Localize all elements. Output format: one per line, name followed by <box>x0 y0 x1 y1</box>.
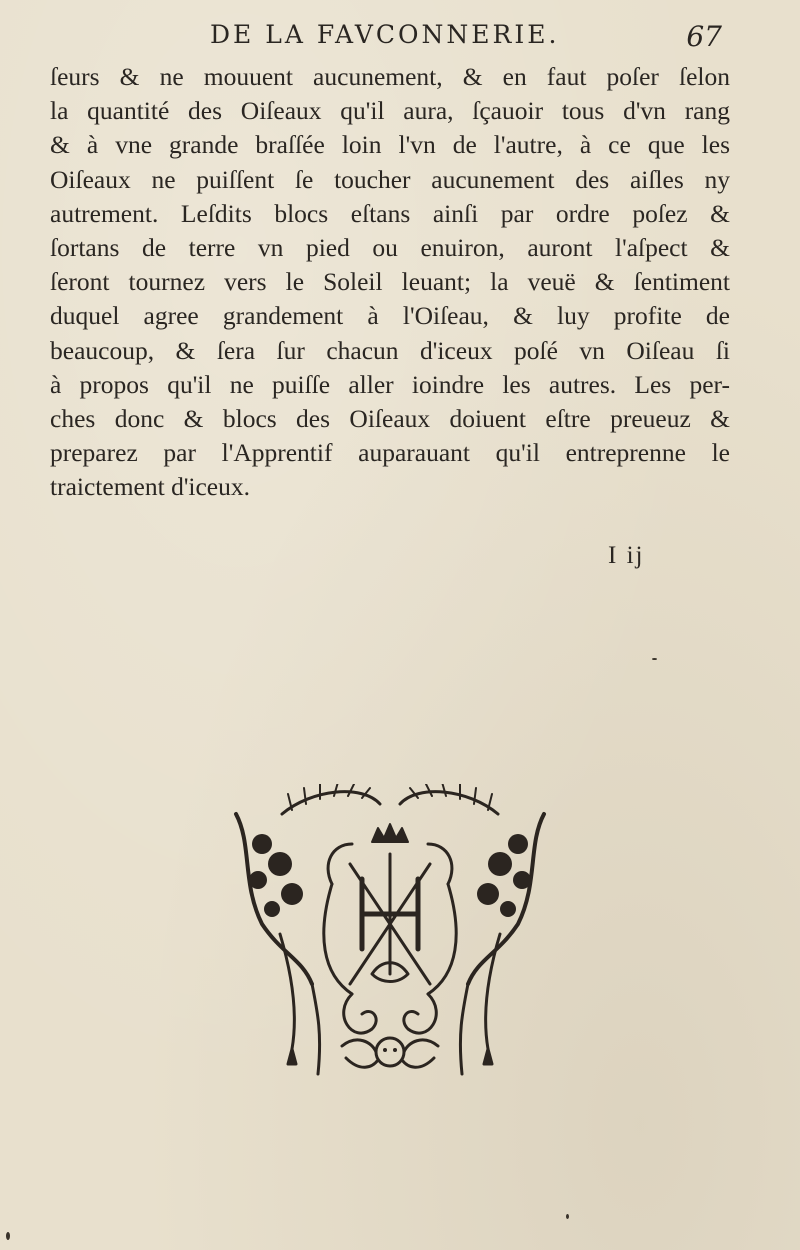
printers-ornament-icon <box>222 784 558 1090</box>
text-line: duquel agree grandement à l'Oiſeau, & luy profite de <box>50 301 730 331</box>
text-line: ſeurs & ne mouuent aucunement, & en faut poſer ſelon <box>50 62 730 91</box>
ink-speck <box>652 658 657 660</box>
text-line: ches donc & blocs des Oiſeaux doiuent eſtre preueuz & <box>50 403 730 433</box>
page-header <box>50 20 730 56</box>
text-line: autrement. Leſdits blocs eſtans ainſi par ordre poſez & <box>50 198 730 228</box>
text-line: à propos qu'il ne puiſſe aller ioindre les autres. Les per- <box>50 369 730 399</box>
page-number: 67 <box>686 20 722 53</box>
text-line: ſeront tournez vers le Soleil leuant; la veuë & ſentiment <box>50 267 730 297</box>
text-line: beaucoup, & ſera ſur chacun d'iceux poſé vn Oiſeau ſi <box>50 335 730 365</box>
signature-mark: I ij <box>608 542 645 569</box>
body-text <box>50 60 730 504</box>
text-line: ſortans de terre vn pied ou enuiron, auront l'aſpect & <box>50 232 730 262</box>
text-line: la quantité des Oiſeaux qu'il aura, ſçauoir tous d'vn rang <box>50 96 730 126</box>
running-head: DE LA FAVCONNERIE. <box>210 20 560 49</box>
text-line: Oiſeaux ne puiſſent ſe toucher aucunement des aiſles ny <box>50 164 730 194</box>
text-line: traictement d'iceux. <box>50 472 251 502</box>
text-line: preparez par l'Apprentif auparauant qu'il entreprenne le <box>50 438 730 468</box>
ink-speck <box>566 1214 569 1219</box>
text-line: & à vne grande braſſée loin l'vn de l'autre, à ce que les <box>50 130 730 160</box>
ink-speck <box>6 1232 10 1240</box>
